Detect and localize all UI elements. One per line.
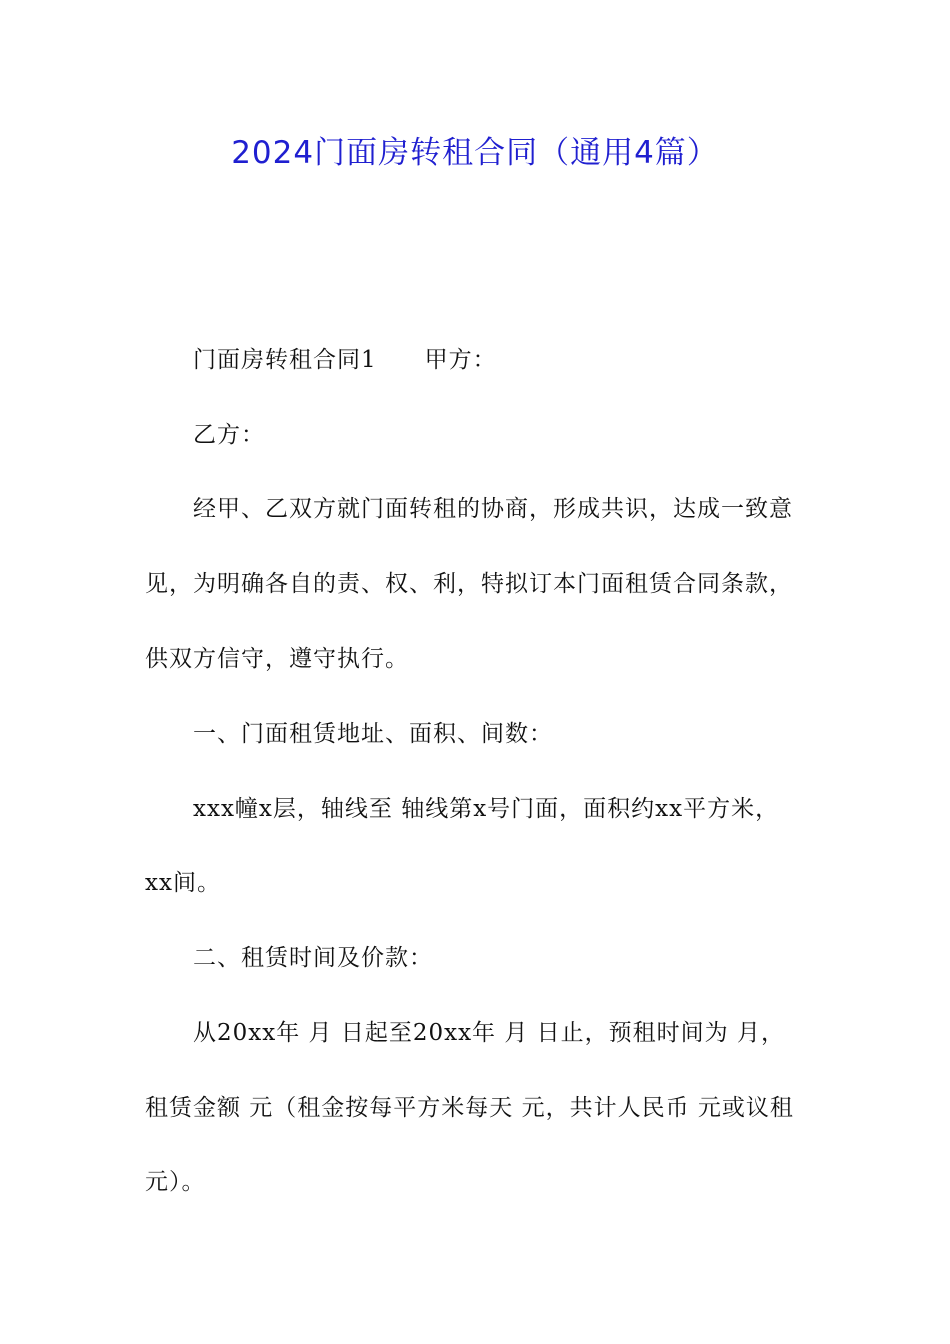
section-heading: 二、租赁时间及价款： [193,945,433,971]
party-b-line: 乙方： [193,422,265,448]
paragraph-line: xx间。 [145,870,221,896]
paragraph-line: 见，为明确各自的责、权、利，特拟订本门面租赁合同条款， [145,571,793,597]
paragraph-line: 元）。 [145,1169,206,1195]
paragraph-line: 经甲、乙双方就门面转租的协商，形成共识，达成一致意 [193,496,793,522]
paragraph-line: 供双方信守，遵守执行。 [145,646,409,672]
paragraph-line: 租赁金额 元（租金按每平方米每天 元，共计人民币 元或议租 [145,1095,794,1121]
contract-heading-party-a: 门面房转租合同1 甲方： [193,347,497,373]
document-title: 2024门面房转租合同（通用4篇） [231,135,719,171]
section-heading: 一、门面租赁地址、面积、间数： [193,721,553,747]
paragraph-line: xxx幢x层，轴线至 轴线第x号门面，面积约xx平方米， [193,796,780,822]
paragraph-line: 从20xx年 月 日起至20xx年 月 日止，预租时间为 月， [193,1020,785,1046]
